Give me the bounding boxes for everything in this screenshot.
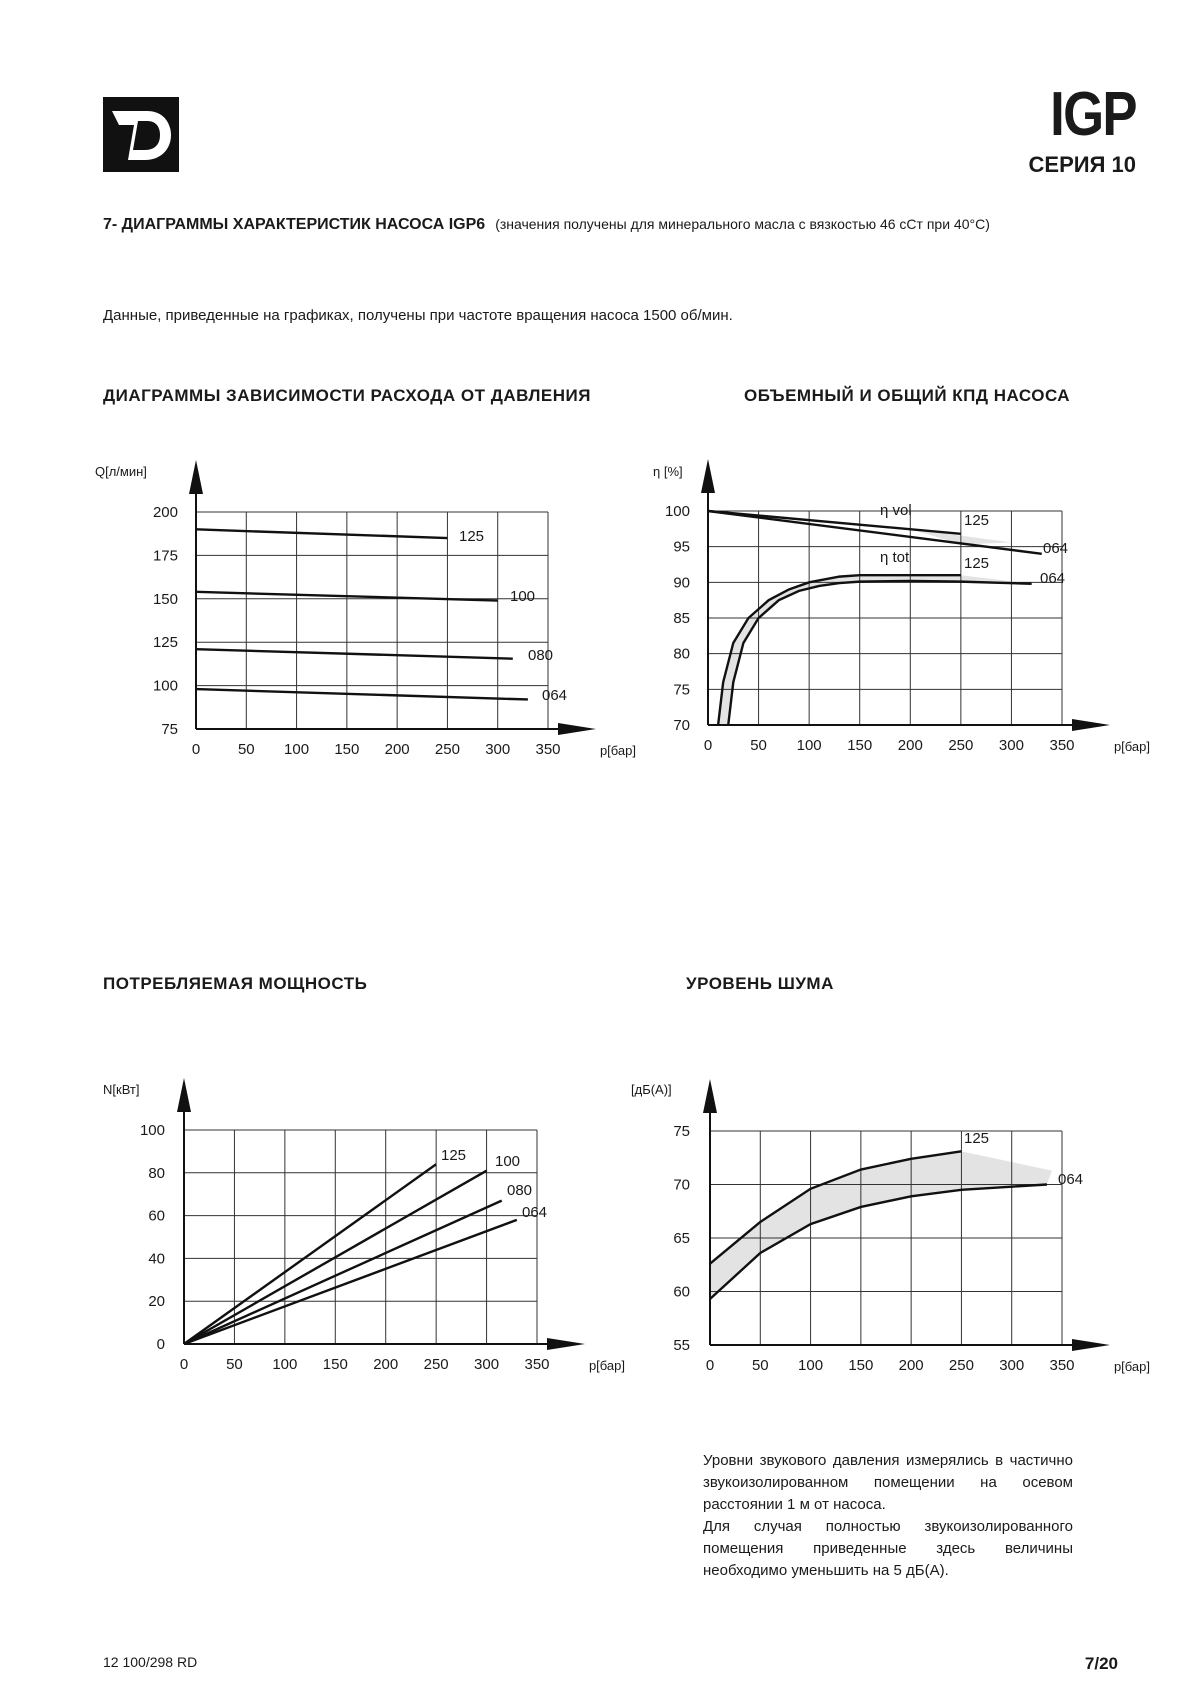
x-tick-label: 100 [284,741,310,758]
y-axis-arrow-icon [189,460,203,494]
y-tick-label: 100 [664,503,690,520]
y-tick-label: 80 [148,1164,165,1182]
series-label: 064 [522,1204,548,1221]
x-tick-label: 350 [535,741,561,758]
y-axis-arrow-icon [703,1079,717,1113]
noise-chart-title: УРОВЕНЬ ШУМА [686,974,834,993]
brand-title: IGP [1050,80,1136,149]
series-label: 100 [495,1153,521,1170]
series-line-064 [708,511,1042,554]
y-tick-label: 60 [148,1207,165,1225]
x-tick-label: 0 [703,737,713,754]
x-tick-label: 0 [191,741,201,758]
annotation-label: η vol [880,502,912,519]
x-axis-label: p[бар] [599,743,636,758]
x-tick-label: 150 [334,741,360,758]
series-label: 080 [528,647,554,664]
x-tick-label: 250 [948,737,974,754]
y-tick-label: 40 [148,1250,165,1268]
series-label: 125 [964,1130,990,1147]
series-label: 100 [510,588,536,605]
series-label: 125 [964,512,990,529]
series-line-125 [718,575,961,725]
series-line-125 [184,1164,436,1344]
series-line-064 [196,689,528,699]
x-tick-label: 300 [485,741,511,758]
shaded-band [718,575,1032,725]
x-tick-label: 50 [750,737,767,754]
power-chart-title: ПОТРЕБЛЯЕМАЯ МОЩНОСТЬ [103,974,368,993]
x-tick-label: 150 [847,737,873,754]
y-tick-label: 200 [152,504,178,521]
x-tick-label: 200 [373,1356,399,1373]
x-tick-label: 0 [705,1357,715,1374]
footer-document-code: 12 100/298 RD [103,1654,198,1670]
y-axis-arrow-icon [177,1078,191,1112]
y-tick-label: 85 [673,610,690,627]
noise-note-paragraph: Уровни звукового давления измерялись в частично звукоизолированном помещении на осевом расстоянии 1 м от насоса. [703,1452,1073,1513]
y-axis-label: η [%] [653,464,683,479]
efficiency-chart-title: ОБЪЕМНЫЙ И ОБЩИЙ КПД НАСОСА [744,386,1071,405]
x-tick-label: 200 [897,737,923,754]
x-tick-label: 150 [322,1356,348,1373]
x-axis-arrow-icon [1072,1339,1110,1351]
x-axis-label: p[бар] [588,1358,625,1373]
section-heading-note: (значения получены для минерального масла с вязкостью 46 сСт при 40°С) [495,216,990,232]
y-tick-label: 75 [673,681,690,699]
shaded-band [710,1151,1052,1299]
y-tick-label: 75 [161,721,178,738]
x-tick-label: 0 [179,1356,189,1373]
y-tick-label: 175 [152,547,178,565]
x-tick-label: 250 [948,1357,974,1374]
y-tick-label: 150 [152,590,178,608]
x-axis-arrow-icon [547,1338,585,1350]
section-heading-text: 7- ДИАГРАММЫ ХАРАКТЕРИСТИК НАСОСА IGP6 [103,216,486,233]
series-label: 125 [964,555,990,572]
series-line-064 [184,1220,517,1344]
series-label: 064 [542,687,568,704]
x-axis-arrow-icon [1072,719,1110,731]
annotation-label: η tot [880,549,910,566]
noise-note [703,1450,1073,1582]
series-label: 125 [441,1147,467,1164]
noise-note-paragraph: Для случая полностью звукоизолированного помещения приведенные здесь величины необходимо уменьшить на 5 дБ(А). [703,1518,1073,1579]
y-tick-label: 125 [152,634,178,652]
series-line-125 [708,511,961,534]
x-tick-label: 250 [423,1356,449,1373]
series-label: 125 [459,528,485,545]
y-tick-label: 80 [673,645,690,663]
y-axis-label: Q[л/мин] [95,464,147,479]
y-tick-label: 60 [673,1283,690,1301]
y-tick-label: 90 [673,574,690,592]
x-tick-label: 200 [384,741,410,758]
x-tick-label: 300 [474,1356,500,1373]
intro-text: Данные, приведенные на графиках, получены при частоте вращения насоса 1500 об/мин. [103,307,733,324]
x-tick-label: 350 [1049,1357,1075,1374]
y-tick-label: 70 [673,1176,690,1194]
series-label: 064 [1058,1171,1084,1188]
x-axis-arrow-icon [558,723,596,735]
x-tick-label: 350 [1049,737,1075,754]
x-tick-label: 300 [999,1357,1025,1374]
x-tick-label: 200 [898,1357,924,1374]
y-axis-label: N[кВт] [103,1082,140,1097]
series-label: 080 [507,1182,533,1199]
flow-chart-title: ДИАГРАММЫ ЗАВИСИМОСТИ РАСХОДА ОТ ДАВЛЕНИЯ [103,386,591,405]
series-label: 064 [1043,540,1069,557]
y-axis-arrow-icon [701,459,715,493]
y-tick-label: 75 [673,1123,690,1140]
x-tick-label: 50 [237,741,255,758]
y-tick-label: 70 [673,717,690,734]
y-tick-label: 100 [152,677,178,695]
x-tick-label: 50 [226,1356,243,1373]
y-axis-label: [дБ(А)] [631,1082,672,1097]
y-tick-label: 0 [156,1336,165,1353]
brand-series: СЕРИЯ 10 [1028,152,1136,177]
series-line-080 [184,1201,502,1344]
x-tick-label: 250 [434,741,460,758]
y-tick-label: 95 [673,538,690,556]
y-tick-label: 55 [673,1337,690,1354]
x-tick-label: 100 [272,1356,298,1373]
y-tick-label: 100 [139,1122,165,1139]
x-tick-label: 100 [798,1357,824,1374]
series-label: 064 [1040,570,1066,587]
x-tick-label: 100 [796,737,822,754]
series-line-080 [196,649,513,659]
x-tick-label: 50 [751,1357,769,1374]
y-tick-label: 65 [673,1230,690,1247]
x-tick-label: 150 [848,1357,874,1374]
x-axis-label: p[бар] [1113,739,1150,754]
x-axis-label: p[бар] [1113,1359,1150,1374]
y-tick-label: 20 [148,1293,165,1311]
series-line-125 [196,529,447,538]
page-number: 7/20 [1084,1654,1118,1673]
x-tick-label: 350 [524,1356,550,1373]
x-tick-label: 300 [998,737,1024,754]
